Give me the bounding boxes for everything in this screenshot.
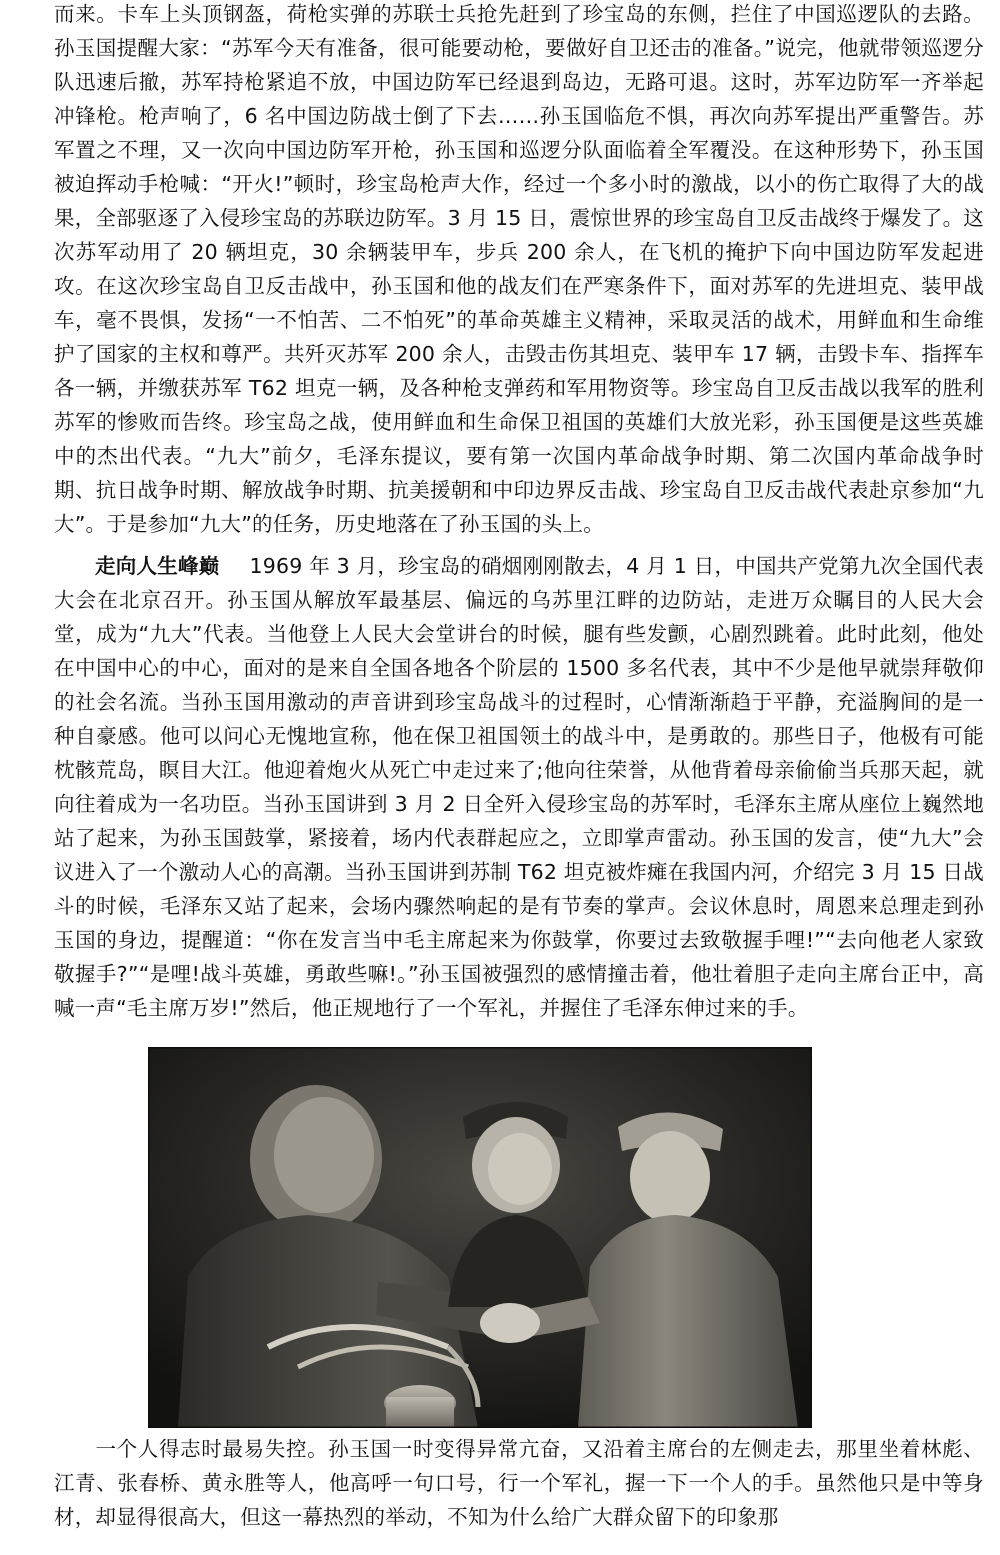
photograph-illustration	[148, 1047, 812, 1428]
body-paragraph-2	[54, 549, 984, 1025]
body-paragraph-1: 而来。卡车上头顶钢盔，荷枪实弹的苏联士兵抢先赶到了珍宝岛的东侧，拦住了中国巡逻队的去路。孙玉国提醒大家：“苏军今天有准备，很可能要动枪，要做好自卫还击的准备。”说完，他就带领巡逻分队迅速后撤，苏军持枪紧追不放，中国边防军已经退到岛边，无路可退。这时，苏军边防军一齐举起冲锋枪。枪声响了，6 名中国边防战士倒了下去……孙玉国临危不惧，再次向苏军提出严重警告。苏军置之不理，又一次向中国边防军开枪，孙玉国和巡逻分队面临着全军覆没。在这种形势下，孙玉国被迫挥动手枪喊：“开火!”顿时，珍宝岛枪声大作，经过一个多小时的激战，以小的伤亡取得了大的战果，全部驱逐了入侵珍宝岛的苏联边防军。3 月 15 日，震惊世界的珍宝岛自卫反击战终于爆发了。这次苏军动用了 20 辆坦克，30 余辆装甲车，步兵 200 余人，在飞机的掩护下向中国边防军发起进攻。在这次珍宝岛自卫反击战中，孙玉国和他的战友们在严寒条件下，面对苏军的先进坦克、装甲战车，毫不畏惧，发扬“一不怕苦、二不怕死”的革命英雄主义精神，采取灵活的战术，用鲜血和生命维护了国家的主权和尊严。共歼灭苏军 200 余人，击毁击伤其坦克、装甲车 17 辆，击毁卡车、指挥车各一辆，并缴获苏军 T62 坦克一辆，及各种枪支弹药和军用物资等。珍宝岛自卫反击战以我军的胜利苏军的惨败而告终。珍宝岛之战，使用鲜血和生命保卫祖国的英雄们大放光彩，孙玉国便是这些英雄中的杰出代表。“九大”前夕，毛泽东提议，要有第一次国内革命战争时期、第二次国内革命战争时期、抗日战争时期、解放战争时期、抗美援朝和中印边界反击战、珍宝岛自卫反击战代表赴京参加“九大”。于是参加“九大”的任务，历史地落在了孙玉国的头上。	[54, 2, 984, 536]
handshake	[480, 1303, 540, 1343]
historical-photograph	[148, 1047, 812, 1428]
section-body-text: 1969 年 3 月，珍宝岛的硝烟刚刚散去，4 月 1 日，中国共产党第九次全国代表大会在北京召开。孙玉国从解放军最基层、偏远的乌苏里江畔的边防站，走进万众瞩目的人民大会堂，成为“九大”代表。当他登上人民大会堂讲台的时候，腿有些发颤，心剧烈跳着。此时此刻，他处在中国中心的中心，面对的是来自全国各地各个阶层的 1500 多名代表，其中不少是他早就崇拜敬仰的社会名流。当孙玉国用激动的声音讲到珍宝岛战斗的过程时，心情渐渐趋于平静，充溢胸间的是一种自豪感。他可以问心无愧地宣称，他在保卫祖国领土的战斗中，是勇敢的。那些日子，他极有可能枕骸荒岛，瞑目大江。他迎着炮火从死亡中走过来了;他向往荣誉，从他背着母亲偷偷当兵那天起，就向往着成为一名功臣。当孙玉国讲到 3 月 2 日全歼入侵珍宝岛的苏军时，毛泽东主席从座位上巍然地站了起来，为孙玉国鼓掌，紧接着，场内代表群起应之，立即掌声雷动。孙玉国的发言，使“九大”会议进入了一个激动人心的高潮。当孙玉国讲到苏制 T62 坦克被炸瘫在我国内河，介绍完 3 月 15 日战斗的时候，毛泽东又站了起来，会场内骤然响起的是有节奏的掌声。会议休息时，周恩来总理走到孙玉国的身边，提醒道：“你在发言当中毛主席起来为你鼓掌，你要过去致敬握手哩!”“去向他老人家致敬握手?”“是哩!战斗英雄，勇敢些嘛!。”孙玉国被强烈的感情撞击着，他壮着胆子走向主席台正中，高喊一声“毛主席万岁!”然后，他正规地行了一个军礼，并握住了毛泽东伸过来的手。	[54, 554, 985, 1020]
paragraph-3-text: 一个人得志时最易失控。孙玉国一时变得异常亢奋，又沿着主席台的左侧走去，那里坐着林彪、江青、张春桥、黄永胜等人，他高呼一句口号，行一个军礼，握一下一个人的手。虽然他只是中等身材，却显得很高大，但这一幕热烈的举动，不知为什么给广大群众留下的印象那	[54, 1437, 984, 1529]
section-heading: 走向人生峰巅	[95, 554, 220, 578]
body-paragraph-3	[54, 1432, 984, 1534]
